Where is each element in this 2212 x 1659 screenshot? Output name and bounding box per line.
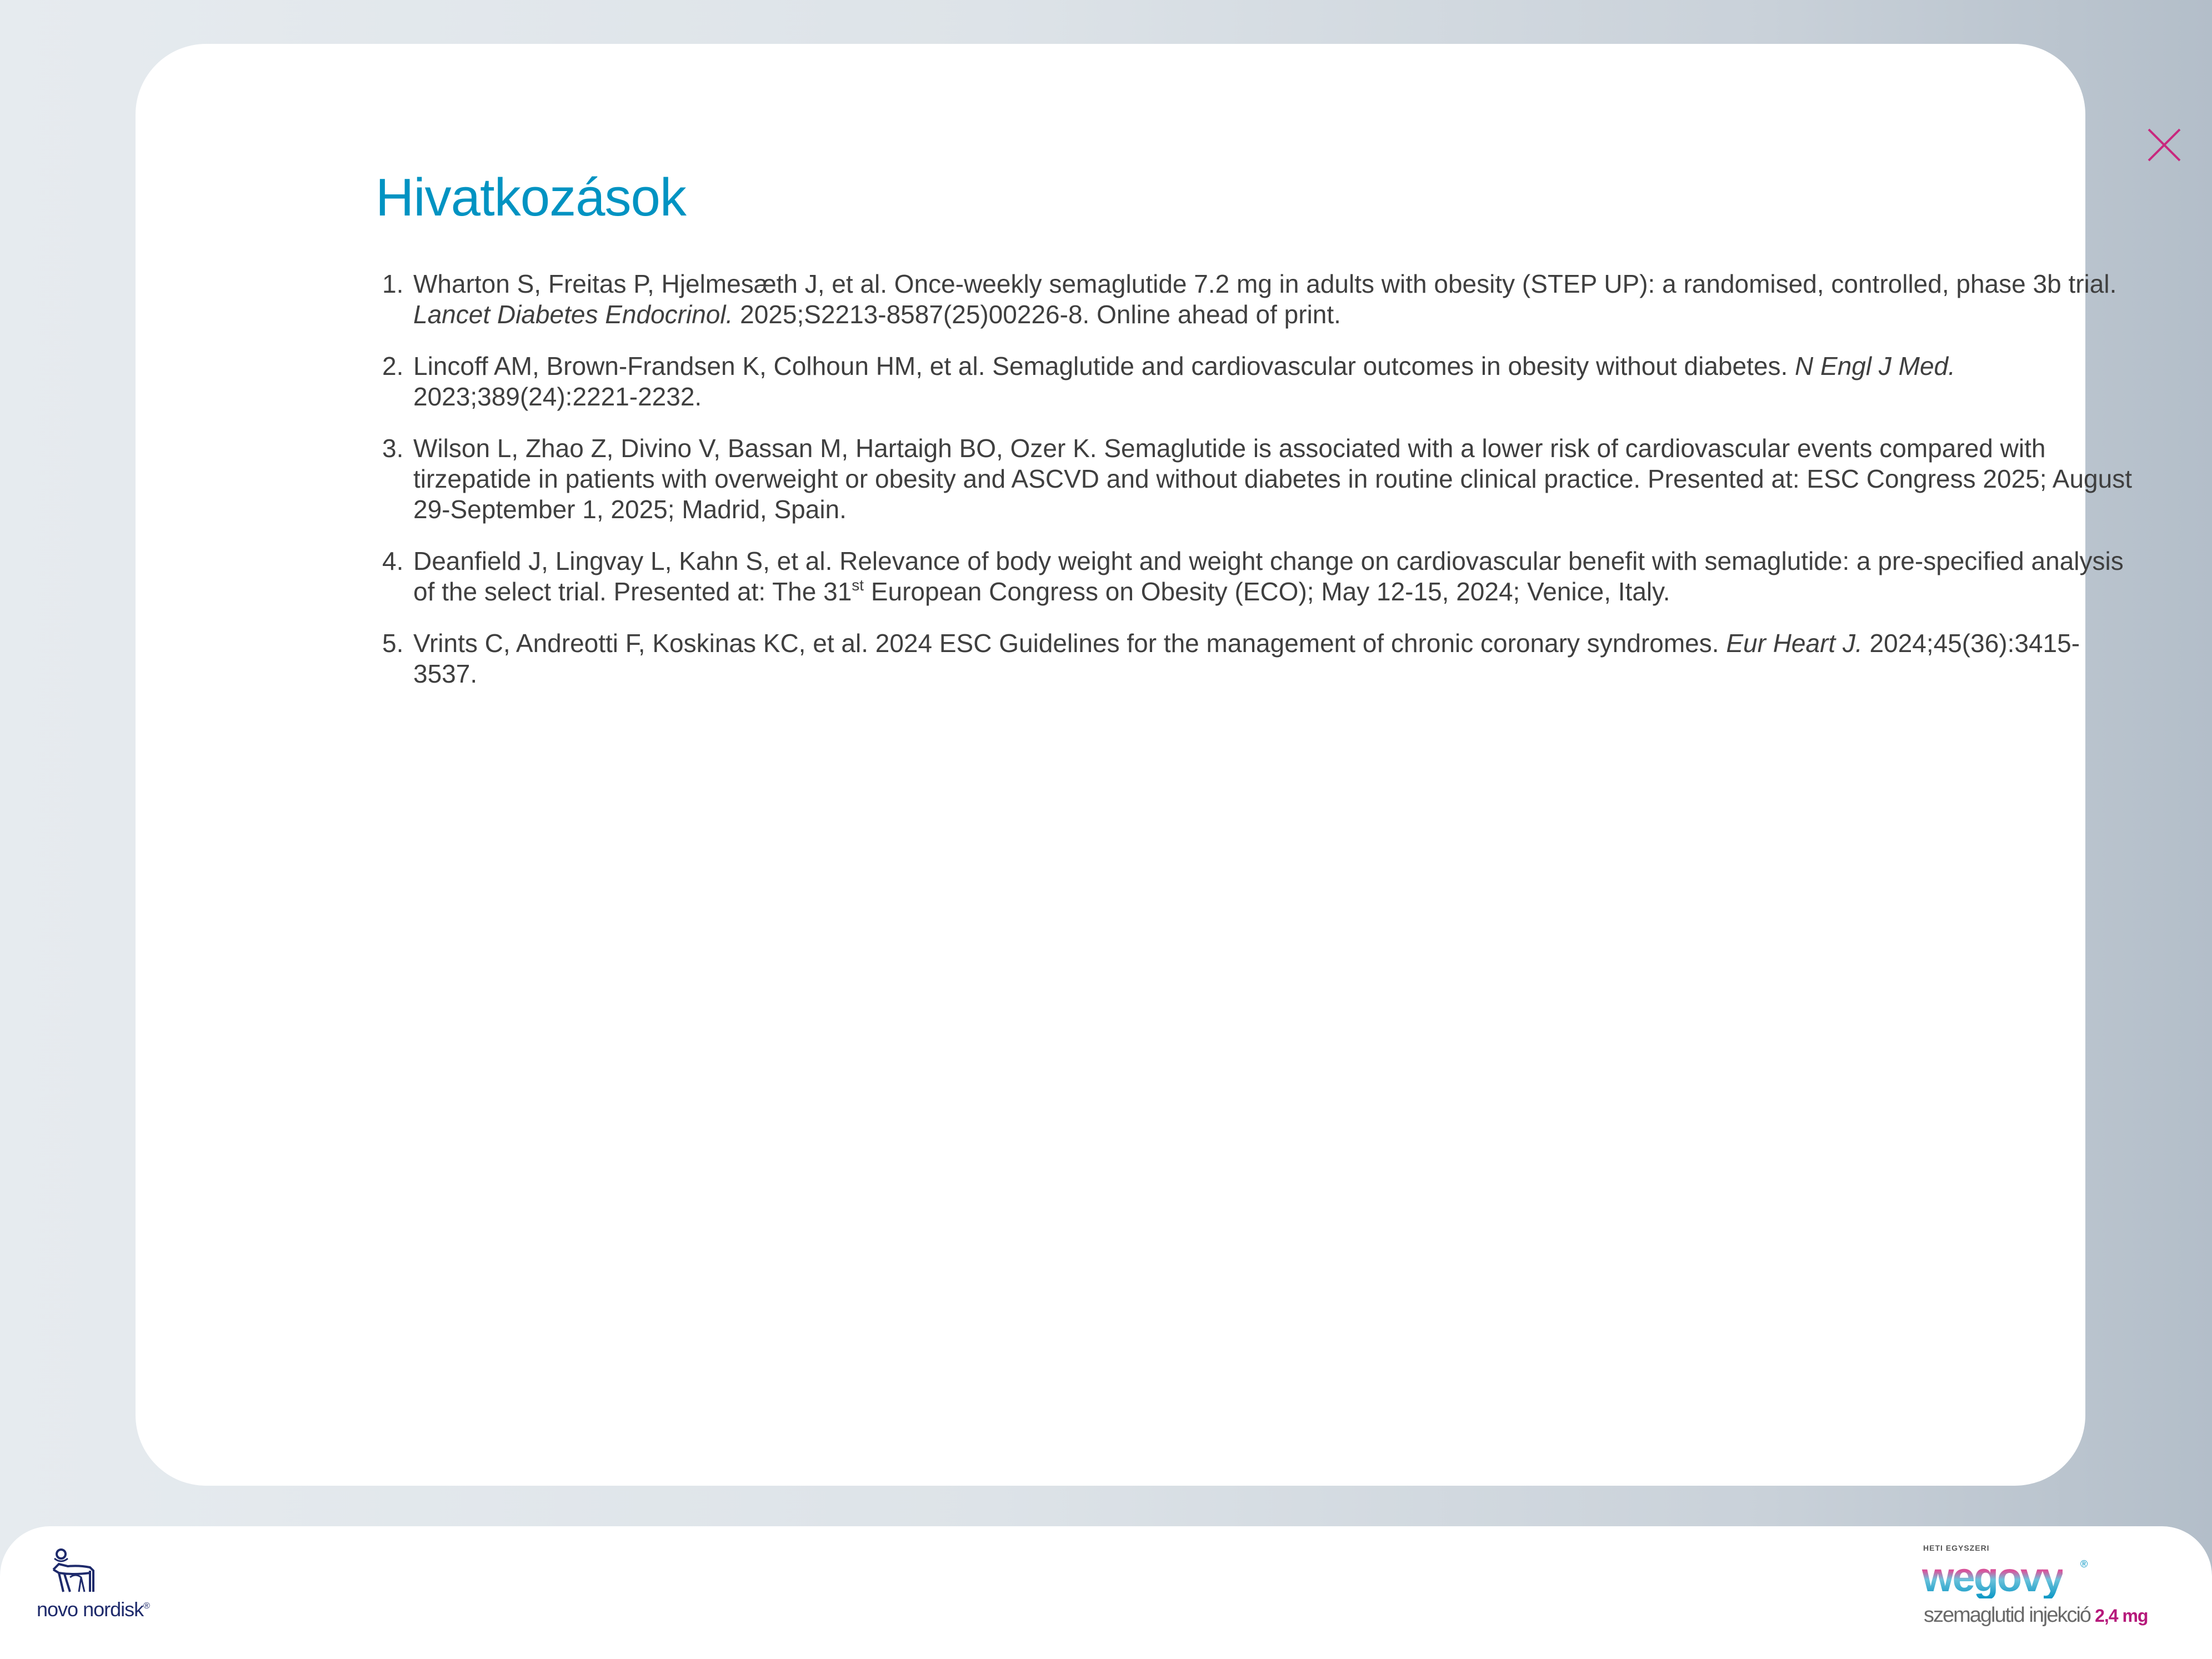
- reference-item: [382, 433, 2132, 525]
- reference-item: [382, 546, 2132, 607]
- reference-number: 1.: [382, 269, 404, 298]
- reference-text: Deanfield J, Lingvay L, Kahn S, et al. Relevance of body weight and weight change on cardiovascular benefit with semaglutide: a pre-specified analysis of the select trial. Presented at: The 31: [413, 547, 2124, 606]
- logo-brand: wegovy: [1922, 1554, 2063, 1600]
- reference-text: Vrints C, Andreotti F, Koskinas KC, et al. 2024 ESC Guidelines for the management of chronic coronary syndromes.: [413, 629, 1726, 658]
- novo-nordisk-wordmark: [37, 1598, 149, 1621]
- reference-text: 2025;S2213-8587(25)00226-8. Online ahead of print.: [733, 300, 1341, 329]
- reference-list: [382, 269, 2132, 710]
- reference-item: [382, 351, 2132, 412]
- logo-subtitle-text: szemaglutid injekció: [1924, 1603, 2091, 1627]
- reference-text: Lincoff AM, Brown-Frandsen K, Colhoun HM, et al. Semaglutide and cardiovascular outcomes in obesity without diabetes.: [413, 352, 1795, 380]
- registered-mark: ®: [2080, 1558, 2088, 1570]
- reference-item: [382, 269, 2132, 330]
- reference-text: Wharton S, Freitas P, Hjelmesæth J, et al. Once-weekly semaglutide 7.2 mg in adults with obesity (STEP UP): a randomised, controlled, phase 3b trial.: [413, 269, 2117, 298]
- logo-subtitle: [1924, 1603, 2148, 1628]
- references-dialog: [136, 44, 2132, 1486]
- reference-text: Wilson L, Zhao Z, Divino V, Bassan M, Hartaigh BO, Ozer K. Semaglutide is associated with a lower risk of cardiovascular events compared with tirzepatide in patients with overweight or obesity and ASCVD and without diabetes in routine clinical practice. Presented at: ESC Congress 2025; August 29-September 1, 2025; Madrid, Spain.: [413, 434, 2132, 524]
- reference-text: 2024;45(36):3415-3537.: [413, 629, 2080, 688]
- page-title: Hivatkozások: [376, 168, 686, 227]
- footer-bar: [0, 1526, 2212, 1659]
- reference-number: 5.: [382, 629, 404, 658]
- reference-journal: Lancet Diabetes Endocrinol.: [413, 300, 733, 329]
- close-icon[interactable]: [2146, 127, 2182, 163]
- reference-number: 3.: [382, 434, 404, 463]
- reference-text: 2023;389(24):2221-2232.: [413, 382, 702, 411]
- reference-text: European Congress on Obesity (ECO); May 12-15, 2024; Venice, Italy.: [864, 577, 1670, 606]
- reference-number: 4.: [382, 547, 404, 575]
- apis-bull-icon: [51, 1548, 101, 1594]
- registered-mark: ®: [143, 1601, 149, 1611]
- logo-text: novo nordisk: [37, 1598, 144, 1621]
- logo-tagline: HETI EGYSZERI: [1923, 1543, 1990, 1552]
- reference-item: [382, 628, 2132, 689]
- wegovy-logo: [1922, 1543, 2200, 1643]
- reference-superscript: st: [852, 577, 864, 594]
- reference-journal: N Engl J Med.: [1795, 352, 1955, 380]
- novo-nordisk-logo: [36, 1548, 147, 1632]
- reference-number: 2.: [382, 352, 404, 380]
- logo-dose: 2,4 mg: [2095, 1606, 2148, 1626]
- reference-journal: Eur Heart J.: [1726, 629, 1863, 658]
